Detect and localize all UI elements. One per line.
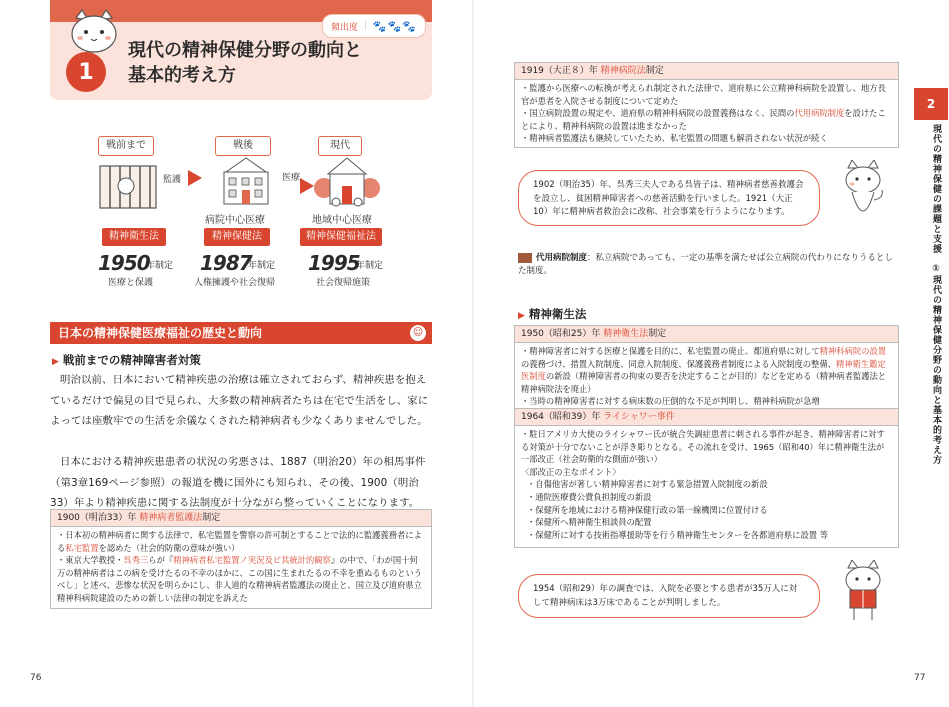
box-1964-point: ・自傷他害が著しい精神障害者に対する緊急措置入院制度の新設	[527, 479, 768, 490]
arrow-label-custody: 監護	[163, 175, 182, 185]
box-1964-point: ・保健所へ精神衛生相談員の配置	[527, 517, 652, 528]
box-1964-body	[515, 426, 898, 543]
year-suffix-2: 年制定	[248, 261, 276, 271]
triangle-bullet-icon: ▶	[52, 357, 59, 367]
body-paragraph-1: 明治以前、日本において精神疾患の治療は確立されておらず、精神疾患を抱えているだけで偏見の目で見られ、大多数の精神病者たちは在宅で生活をし、家によっては座敷牢での生活を余儀なくされた精神病者も少なくありませんでした。	[50, 374, 429, 427]
box-1950-head: 1950（昭和25）年 精神衛生法制定	[515, 326, 898, 343]
speech-bubble-1954: 1954（昭和29）年の調査では、入院を必要とする患者が35万人に対して精神病床は3万床であることが判明しました。	[518, 574, 820, 618]
box-1900	[50, 509, 432, 609]
box-1919-head: 1919（大正８）年 精神病院法制定	[515, 63, 898, 80]
box-1950-item-2: ・当時の精神障害者に対する病床数の圧倒的な不足が判明し、精神科病院が急増	[521, 396, 820, 407]
chapter-side-tab: 2	[914, 88, 948, 120]
section-number: 1	[66, 52, 106, 92]
book-icon	[518, 253, 532, 263]
body-paragraph-2: 日本における精神疾患患者の状況の劣悪さは、1887（明治20）年の相馬事件（第3章169ページ参照）の報道を機に国外にも知られ、その後、1900（明治33）年より精神疾患に関する法制度が十分ながら整っていくことになります。	[50, 456, 426, 509]
caption-community-centered: 地域中心医療	[312, 215, 372, 226]
box-1964-point: ・保健所に対する技術指導援助等を行う精神衛生センターを各都道府県に設置 等	[527, 529, 828, 540]
box-1919-body	[515, 80, 898, 147]
arrow-icon	[188, 170, 202, 186]
box-1950	[514, 325, 899, 409]
box-1964-points-label: 〈部改正の主なポイント〉	[521, 466, 621, 477]
subheading-prewar: ▶ 戦前までの精神障害者対策	[52, 353, 201, 367]
page-title	[128, 38, 362, 88]
law-badge-mental-health: 精神保健法	[204, 228, 270, 246]
speech-bubble-1902: 1902（明治35）年、呉秀三夫人である呉皆子は、精神病者慈善救護会を設立し、貧困精神障害者への慈善活動を行いました。1921（大正10）年に精神病者救治会に改称、社会事業を行うようになります。	[518, 170, 820, 226]
paw-rating-icon: 🐾🐾🐾	[372, 19, 417, 33]
box-1964-point: ・通院医療費公費負担制度の新設	[527, 491, 652, 502]
era-modern: 現代	[318, 136, 362, 156]
right-page	[474, 0, 949, 707]
box-1964-item-1: ・駐日アメリカ大使のライシャワー氏が統合失調症患者に刺される事件が起き、精神障害者に対する対策が十分でないことが浮き彫りとなる。その流れを受け、1965（昭和40）年に精神衛生法が一部改正（社会防衛的な側面が強い）	[521, 429, 885, 465]
law-note-3: 社会復帰施策	[316, 278, 371, 288]
caption-hospital-centered: 病院中心医療	[205, 215, 265, 226]
box-1950-body	[515, 343, 898, 410]
title-line-1: 現代の精神保健分野の動向と	[128, 40, 362, 61]
box-1964-head: 1964（昭和39）年 ライシャワー事件	[515, 409, 898, 426]
cat-thinking-icon	[834, 160, 892, 232]
hospital-icon	[216, 156, 276, 208]
section-title: 日本の精神保健医療福祉の歴史と動向	[58, 326, 263, 340]
triangle-bullet-icon-2: ▶	[518, 311, 525, 321]
chapter-side-text: 現代の精神保健の課題と支援 ①現代の精神保健分野の動向と基本的考え方	[931, 124, 941, 465]
section-bar	[50, 322, 432, 344]
note-substitute-hospital: 代用病院制度：私立病院であっても、一定の基準を満たせば公立病院の代わりになりうるとした制度。	[518, 253, 893, 276]
year-suffix-1: 年制定	[146, 261, 174, 271]
law-note-2: 人権擁護や社会復帰	[194, 278, 276, 288]
year-suffix-3: 年制定	[356, 261, 384, 271]
box-1964	[514, 408, 899, 548]
section-face-icon: ☺	[410, 325, 426, 341]
page-number-right: 77	[914, 673, 926, 683]
frequency-label: 頻出度	[330, 22, 358, 33]
box-1950-item-1: ・精神障害者に対する医療と保護を目的に、私宅監置の廃止、都道府県に対して精神科病院の設置の義務づけ、措置入院制度、同意入院制度、保護義務者制度による入院制度の整備、精神衛生鑑定医制度の新設（精神障害者の拘束の要否を決定することが目的）などを定める（精神病者監護法と精神病院法を廃止）	[521, 346, 887, 394]
box-1964-point: ・保健所を地域における精神保健行政の第一線機関に位置付ける	[527, 504, 768, 515]
box-1919-item-1: ・監護から医療への転換が考えられ制定された法律で、道府県に公立精神科病院を設置し、地方長官が患者を入院させる制度について定めた	[521, 83, 886, 106]
box-1919-item-2: ・国立病院設置の規定や、道府県の精神科病院の設置義務はなく、民間の代用病院制度を設けたことにより、精神科病院の設置は進まなかった	[521, 108, 886, 131]
title-line-2: 基本的考え方	[128, 65, 236, 86]
year-1950: 1950	[98, 251, 150, 275]
box-1919-item-3: ・精神病者監護法も継続していたため、私宅監置の問題も解消されない状況が続く	[521, 133, 828, 144]
cat-mascot-icon	[68, 8, 120, 60]
box-1900-item-2: ・東京大学教授・呉秀三らが『精神病者私宅監置ノ実況及ビ其統計的観察』の中で、「わが国十何万の精神病者はこの病を受けたるの不幸のほかに、この国に生まれたるの不幸を重ぬるものというべし」と述べ、悲惨な状況を明らかにし、非人道的な精神病者監護法の廃止と、国立及び道府県立精神科病院建設のための新しい法律の制定を訴えた	[57, 555, 423, 603]
cat-reading-icon	[834, 560, 892, 622]
chapter-header	[50, 0, 432, 100]
year-1987: 1987	[200, 251, 252, 275]
law-badge-mental-health-welfare: 精神保健福祉法	[300, 228, 382, 246]
left-page	[0, 0, 474, 707]
era-postwar: 戦後	[215, 136, 271, 156]
frequency-badge: 頻出度 | 🐾🐾🐾	[322, 14, 426, 38]
arrow-label-medical: 医療	[282, 173, 301, 183]
box-1919	[514, 62, 899, 148]
law-badge-mental-hygiene: 精神衛生法	[102, 228, 166, 246]
box-1900-head: 1900（明治33）年 精神病者監護法制定	[51, 510, 431, 527]
box-1900-body	[51, 527, 431, 607]
community-icon	[312, 152, 382, 210]
year-1995: 1995	[308, 251, 360, 275]
box-1900-item-1: ・日本初の精神病者に関する法律で、私宅監置を警察の許可制とすることで法的に監護義務者による私宅監置を認めた（社会的防衛の意味が強い）	[57, 530, 422, 553]
subheading-mental-hygiene-law: ▶ 精神衛生法	[518, 307, 587, 321]
cage-icon	[96, 162, 160, 212]
history-illustration	[50, 108, 432, 298]
law-note-1: 医療と保護	[108, 278, 154, 288]
era-prewar: 戦前まで	[98, 136, 154, 156]
page-number-left: 76	[30, 673, 42, 683]
